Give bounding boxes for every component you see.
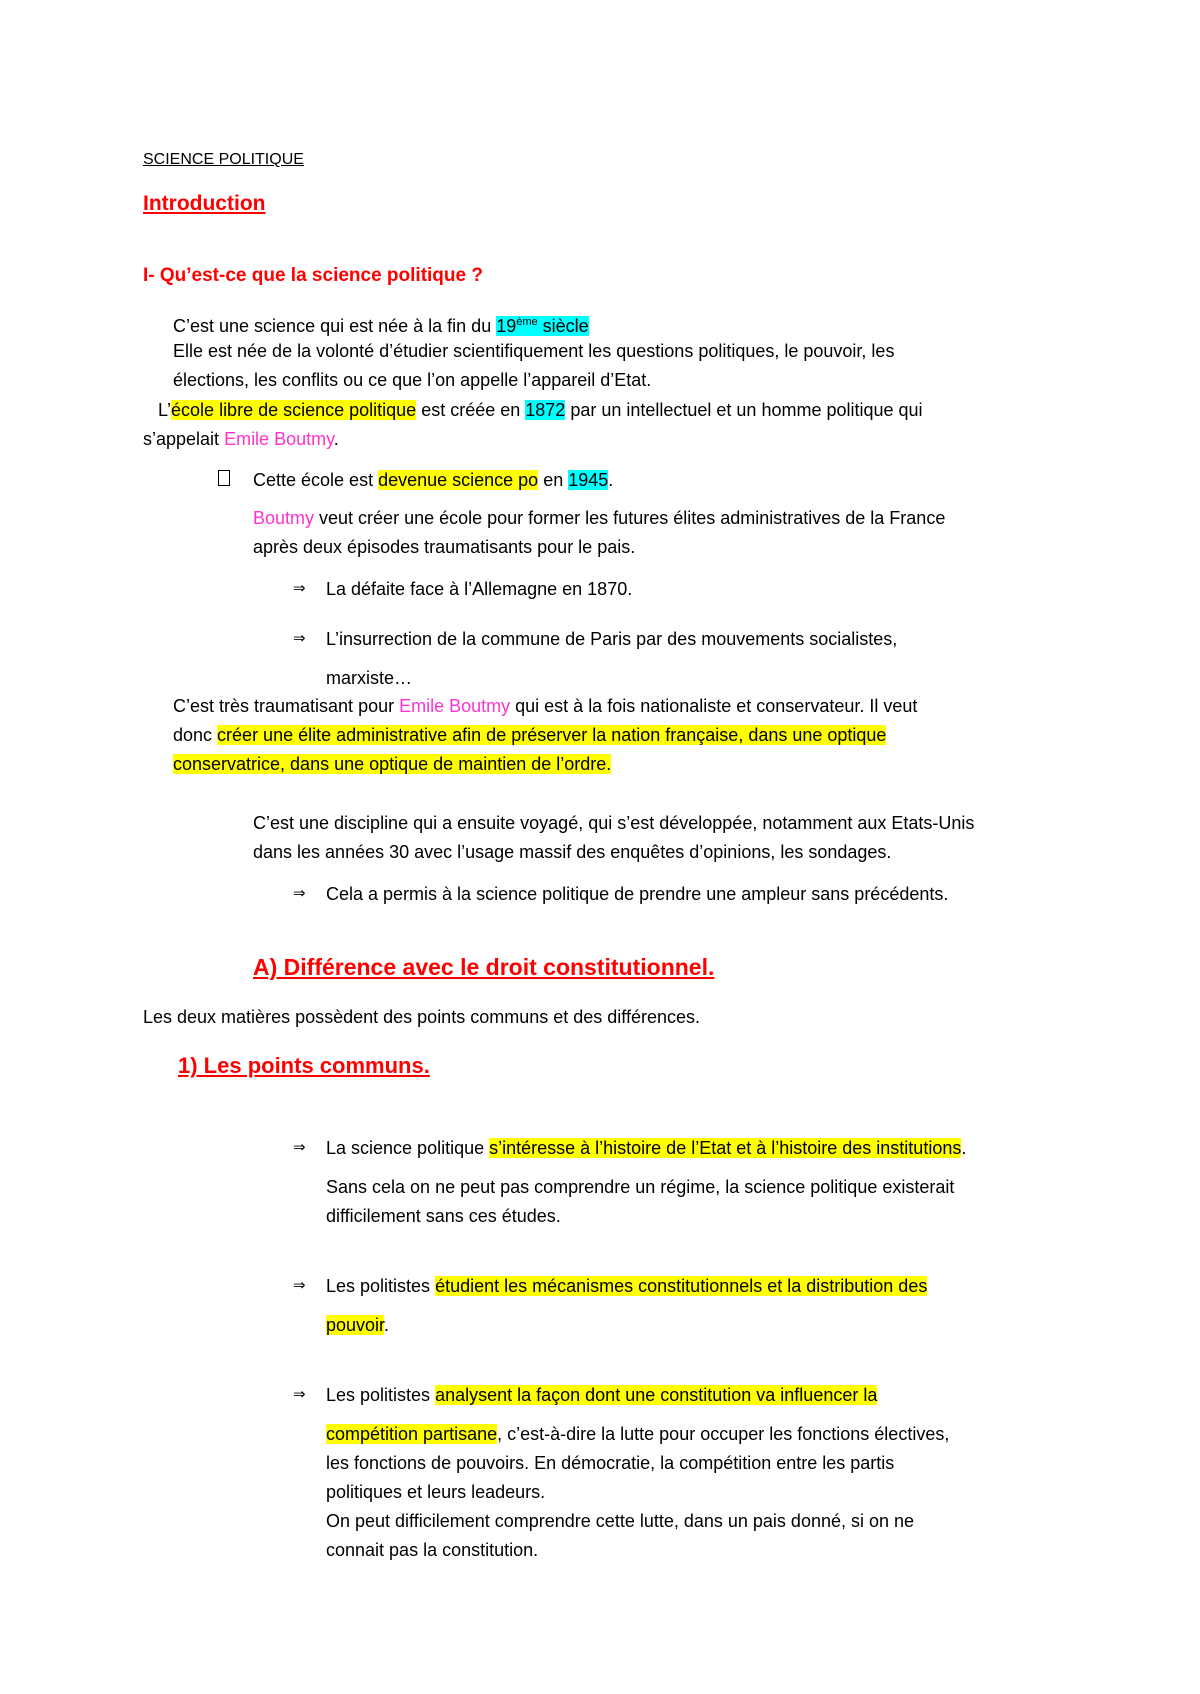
introduction-heading: Introduction xyxy=(143,192,266,215)
section-a-heading: A) Différence avec le droit constitutionnel. xyxy=(253,954,715,980)
arrow-bullet-icon: ⇒ xyxy=(293,1277,306,1294)
arrow-bullet-icon: ⇒ xyxy=(293,1139,306,1156)
section-1-heading: I- Qu’est-ce que la science politique ? xyxy=(143,265,483,286)
paragraph-line: pouvoir. xyxy=(326,1315,390,1335)
bullet-item: La défaite face à l’Allemagne en 1870. xyxy=(326,579,633,599)
paragraph-line: dans les années 30 avec l’usage massif des enquêtes d’opinions, les sondages. xyxy=(253,842,892,862)
bullet-item: marxiste… xyxy=(326,668,413,688)
paragraph-line: les fonctions de pouvoirs. En démocratie, la compétition entre les partis xyxy=(326,1453,895,1473)
bullet-item: Les politistes analysent la façon dont une constitution va influencer la xyxy=(326,1385,878,1405)
paragraph-line: C’est une science qui est née à la fin du 19ème siècle xyxy=(173,316,589,336)
paragraph-line: compétition partisane, c’est-à-dire la lutte pour occuper les fonctions électives, xyxy=(326,1424,950,1444)
paragraph-line: C’est très traumatisant pour Emile Boutmy qui est à la fois nationaliste et conservateur. Il veut xyxy=(173,696,918,716)
paragraph-line: élections, les conflits ou ce que l’on appelle l’appareil d’Etat. xyxy=(173,370,652,390)
paragraph-line: difficilement sans ces études. xyxy=(326,1206,561,1226)
bullet-item: La science politique s’intéresse à l’histoire de l’Etat et à l’histoire des institutions. xyxy=(326,1138,967,1158)
bullet-item: Cela a permis à la science politique de prendre une ampleur sans précédents. xyxy=(326,884,949,904)
paragraph-line: C’est une discipline qui a ensuite voyagé, qui s’est développée, notamment aux Etats-Unis xyxy=(253,813,975,833)
document-title: SCIENCE POLITIQUE xyxy=(143,151,304,168)
paragraph-line: donc créer une élite administrative afin de préserver la nation française, dans une optique xyxy=(173,725,887,745)
paragraph-line: Cette école est devenue science po en 1945. xyxy=(253,470,614,490)
paragraph-line: Les deux matières possèdent des points communs et des différences. xyxy=(143,1007,700,1027)
bullet-item: Les politistes étudient les mécanismes constitutionnels et la distribution des xyxy=(326,1276,928,1296)
paragraph-line: L’école libre de science politique est créée en 1872 par un intellectuel et un homme politique qui xyxy=(158,400,923,420)
paragraph-line: connait pas la constitution. xyxy=(326,1540,539,1560)
arrow-bullet-icon: ⇒ xyxy=(293,630,306,647)
arrow-bullet-icon: ⇒ xyxy=(293,885,306,902)
paragraph-line: Elle est née de la volonté d’étudier scientifiquement les questions politiques, le pouvoir, les xyxy=(173,341,895,361)
paragraph-line: après deux épisodes traumatisants pour le pais. xyxy=(253,537,636,557)
arrow-bullet-icon: ⇒ xyxy=(293,580,306,597)
paragraph-line: Sans cela on ne peut pas comprendre un régime, la science politique existerait xyxy=(326,1177,955,1197)
bullet-square-icon xyxy=(218,470,230,486)
paragraph-line: s’appelait Emile Boutmy. xyxy=(143,429,339,449)
bullet-item: L’insurrection de la commune de Paris par des mouvements socialistes, xyxy=(326,629,898,649)
paragraph-line: Boutmy veut créer une école pour former les futures élites administratives de la France xyxy=(253,508,946,528)
paragraph-line: conservatrice, dans une optique de maintien de l’ordre. xyxy=(173,754,612,774)
arrow-bullet-icon: ⇒ xyxy=(293,1386,306,1403)
subsection-1-heading: 1) Les points communs. xyxy=(178,1053,430,1078)
paragraph-line: politiques et leurs leadeurs. xyxy=(326,1482,546,1502)
paragraph-line: On peut difficilement comprendre cette lutte, dans un pais donné, si on ne xyxy=(326,1511,915,1531)
